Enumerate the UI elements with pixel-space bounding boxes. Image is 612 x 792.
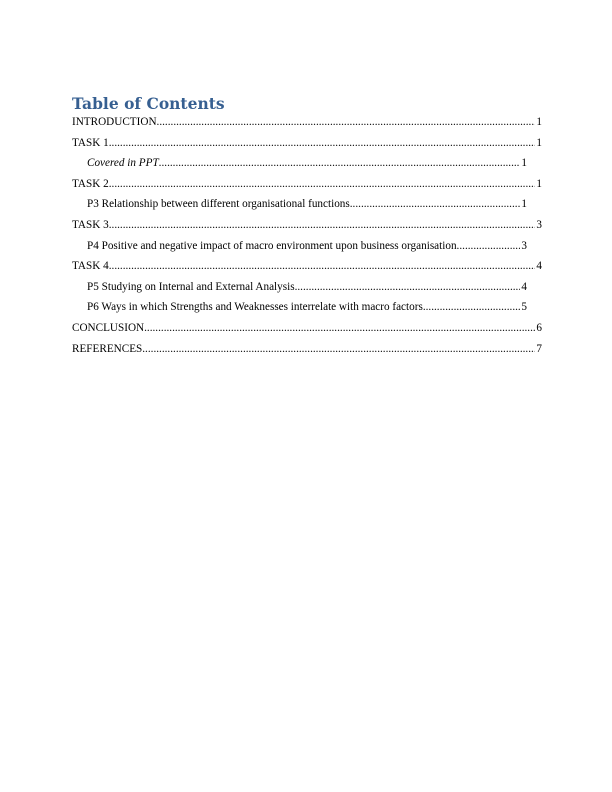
toc-entry-label: P5 Studying on Internal and External Analysis xyxy=(87,280,295,293)
toc-entry-p4[interactable] xyxy=(87,240,527,253)
toc-entry-label: Covered in PPT xyxy=(87,157,159,170)
toc-page-number: 3 xyxy=(521,239,527,252)
toc-entry-label: P4 Positive and negative impact of macro environment upon business organisation xyxy=(87,239,457,252)
toc-entry-label: TASK 4 xyxy=(72,260,109,273)
dot-leader xyxy=(144,322,535,335)
toc-entry-task-1[interactable] xyxy=(72,137,542,150)
toc-entry-label: P6 Ways in which Strengths and Weaknesses interrelate with macro factors xyxy=(87,301,423,314)
toc-entry-label: TASK 2 xyxy=(72,177,109,190)
toc-entry-covered-in-ppt[interactable] xyxy=(87,157,527,170)
toc-entry-introduction[interactable] xyxy=(72,116,542,129)
toc-entry-task-3[interactable] xyxy=(72,219,542,232)
toc-page-number: 4 xyxy=(536,260,542,273)
toc-page-number: 1 xyxy=(536,116,542,128)
dot-leader xyxy=(157,116,536,129)
toc-entry-label: P3 Relationship between different organisational functions xyxy=(87,198,350,211)
toc-page-number: 7 xyxy=(536,342,542,355)
dot-leader xyxy=(109,137,536,150)
toc-entry-p3[interactable] xyxy=(87,198,527,211)
toc-entry-p6[interactable] xyxy=(87,301,527,314)
toc-page-number: 4 xyxy=(521,280,527,293)
toc-page-number: 5 xyxy=(521,301,527,314)
toc-entry-references[interactable] xyxy=(72,343,542,356)
toc-page-number: 1 xyxy=(536,136,542,149)
toc-page-number: 6 xyxy=(536,321,542,334)
toc-page-number: 3 xyxy=(536,218,542,231)
dot-leader xyxy=(109,219,536,232)
table-of-contents xyxy=(72,94,542,363)
toc-entry-label: TASK 1 xyxy=(72,136,109,149)
toc-entry-conclusion[interactable] xyxy=(72,322,542,335)
dot-leader xyxy=(350,198,521,211)
toc-entry-p5[interactable] xyxy=(87,281,527,294)
toc-page-number: 1 xyxy=(536,177,542,190)
toc-entry-label: CONCLUSION xyxy=(72,321,145,334)
dot-leader xyxy=(295,281,521,294)
toc-title: Table of Contents xyxy=(72,94,225,113)
toc-entry-task-2[interactable] xyxy=(72,178,542,191)
dot-leader xyxy=(159,157,521,170)
toc-page-number: 1 xyxy=(521,198,527,211)
toc-entry-label: TASK 3 xyxy=(72,218,109,231)
dot-leader xyxy=(423,301,521,314)
toc-entry-label: REFERENCES xyxy=(72,342,143,355)
toc-entry-task-4[interactable] xyxy=(72,260,542,273)
dot-leader xyxy=(457,240,521,253)
dot-leader xyxy=(109,178,536,191)
toc-entry-label: INTRODUCTION xyxy=(72,116,157,128)
dot-leader xyxy=(142,343,535,356)
dot-leader xyxy=(109,260,536,273)
toc-page-number: 1 xyxy=(521,157,527,170)
